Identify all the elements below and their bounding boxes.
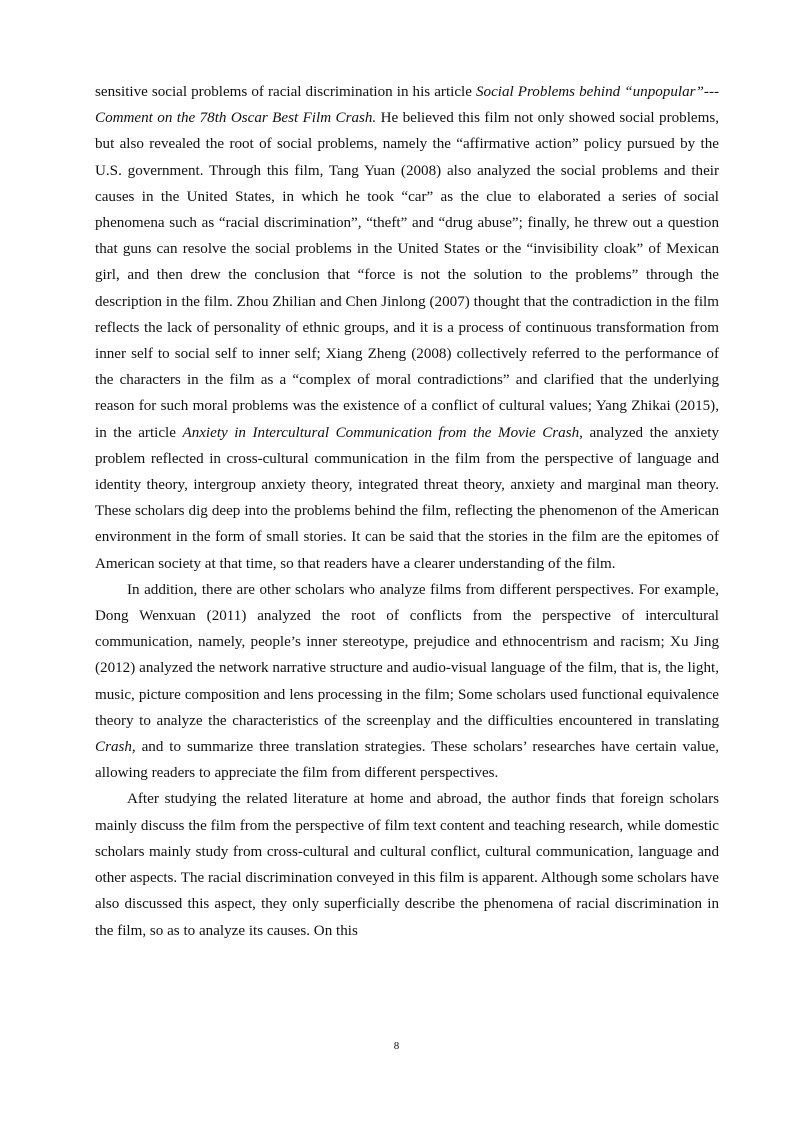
article-title-italic: Social Problems behind “unpopular”---Comment on the 78th Oscar Best Film Crash. [95, 84, 719, 127]
article-title-italic: Anxiety in Intercultural Communication from the Movie Crash [182, 424, 580, 441]
paragraph-literature-review-domestic [95, 79, 719, 577]
film-title-italic: Crash, [95, 739, 136, 756]
text-run: In addition, there are other scholars who analyze films from different perspectives. For example, Dong Wenxuan (2011) analyzed the root of conflicts from the perspective of intercultural communication, namely, people’s inner stereotype, prejudice and ethnocentrism and racism; Xu Jing (2012) analyzed the network narrative structure and audio-visual language of the film, that is, the light, music, picture composition and lens processing in the film; Some scholars used functional equivalence theory to analyze the characteristics of the screenplay and the difficulties encountered in translating [95, 581, 719, 729]
body-text [95, 79, 719, 944]
text-run: sensitive social problems of racial discrimination in his article [95, 84, 476, 100]
text-run: After studying the related literature at home and abroad, the author finds that foreign scholars mainly discuss the film from the perspective of film text content and teaching research, while domestic scholars mainly study from cross-cultural and cultural conflict, cultural communication, language and other aspects. The racial discrimination conveyed in this film is apparent. Although some scholars have also discussed this aspect, they only superficially describe the phenomena of racial discrimination in the film, so as to analyze its causes. On this [95, 791, 719, 939]
text-run: He believed this film not only showed social problems, but also revealed the root of social problems, namely the “affirmative action” policy pursued by the U.S. government. Through this film, Tang Yuan (2008) also analyzed the social problems and their causes in the United States, in which he took “car” as the clue to elaborated a series of social phenomena such as “racial discrimination”, “theft” and “drug abuse”; finally, he threw out a question that guns can resolve the social problems in the United States or the “invisibility cloak” of Mexican girl, and then drew the conclusion that “force is not the solution to the problems” through the description in the film. Zhou Zhilian and Chen Jinlong (2007) thought that the contradiction in the film reflects the lack of personality of ethnic groups, and it is a process of continuous transformation from inner self to social self to inner self; Xiang Zheng (2008) collectively referred to the performance of the characters in the film as a “complex of moral contradictions” and clarified that the underlying reason for such moral problems was the existence of a conflict of cultural values; Yang Zhikai (2015), in the article [95, 110, 719, 441]
text-run: , analyzed the anxiety problem reflected in cross-cultural communication in the film from the perspective of language and identity theory, intergroup anxiety theory, integrated threat theory, anxiety and marginal man theory. These scholars dig deep into the problems behind the film, reflecting the phenomenon of the American environment in the form of small stories. It can be said that the stories in the film are the epitomes of American society at that time, so that readers have a clearer understanding of the film. [95, 424, 719, 572]
paragraph-other-perspectives [95, 577, 719, 787]
paragraph-summary [95, 786, 719, 943]
text-run: and to summarize three translation strategies. These scholars’ researches have certain value, allowing readers to appreciate the film from different perspectives. [95, 739, 719, 782]
page-number: 8 [393, 1040, 400, 1052]
